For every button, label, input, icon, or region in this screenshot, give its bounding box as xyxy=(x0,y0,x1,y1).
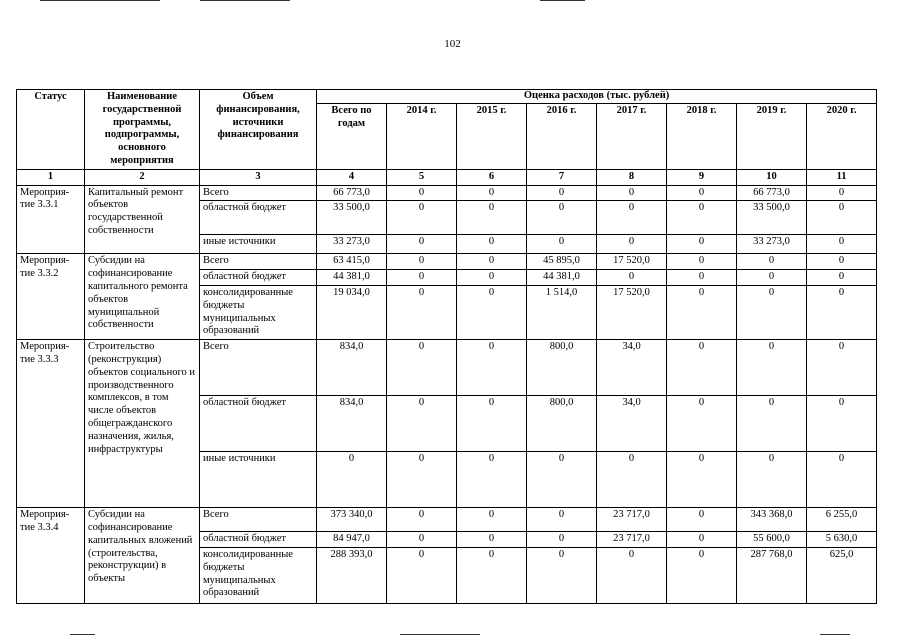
year-value-cell: 0 xyxy=(527,547,597,603)
scan-artifact-bottom-right xyxy=(820,634,850,635)
year-value-cell: 0 xyxy=(527,452,597,508)
funding-source: областной бюджет xyxy=(200,396,317,452)
year-value-cell: 0 xyxy=(387,185,457,201)
year-value-cell: 0 xyxy=(387,254,457,270)
funding-source: консолидированные бюджеты муниципальных образований xyxy=(200,547,317,603)
year-value-cell: 0 xyxy=(667,547,737,603)
year-value-cell: 34,0 xyxy=(597,340,667,396)
year-value-cell: 0 xyxy=(807,285,877,339)
year-value-cell: 0 xyxy=(457,396,527,452)
year-value-cell: 0 xyxy=(737,340,807,396)
total-value-cell: 19 034,0 xyxy=(317,285,387,339)
year-value-cell: 34,0 xyxy=(597,396,667,452)
year-value-cell: 0 xyxy=(387,547,457,603)
column-index: 3 xyxy=(200,169,317,185)
year-value-cell: 0 xyxy=(457,201,527,235)
year-value-cell: 0 xyxy=(457,340,527,396)
column-index: 8 xyxy=(597,169,667,185)
header-year: 2014 г. xyxy=(387,103,457,169)
column-index: 10 xyxy=(737,169,807,185)
year-value-cell: 0 xyxy=(667,185,737,201)
scan-artifact-top-left xyxy=(40,0,160,1)
column-index: 2 xyxy=(85,169,200,185)
header-year: 2017 г. xyxy=(597,103,667,169)
year-value-cell: 0 xyxy=(807,396,877,452)
header-estimate-group: Оценка расходов (тыс. рублей) xyxy=(317,90,877,104)
scan-artifact-top-mid xyxy=(200,0,290,1)
header-status: Статус xyxy=(17,90,85,170)
header-row xyxy=(17,90,877,104)
total-value-cell: 33 273,0 xyxy=(317,235,387,254)
year-value-cell: 0 xyxy=(667,340,737,396)
table-row xyxy=(17,340,877,396)
year-value-cell: 0 xyxy=(457,270,527,286)
table-row xyxy=(17,508,877,532)
scan-artifact-bottom-mid xyxy=(400,634,480,635)
year-value-cell: 0 xyxy=(597,452,667,508)
year-value-cell: 0 xyxy=(387,235,457,254)
header-year: 2018 г. xyxy=(667,103,737,169)
year-value-cell: 0 xyxy=(667,452,737,508)
year-value-cell: 0 xyxy=(457,547,527,603)
year-value-cell: 0 xyxy=(527,201,597,235)
year-value-cell: 0 xyxy=(387,270,457,286)
year-value-cell: 0 xyxy=(807,185,877,201)
year-value-cell: 800,0 xyxy=(527,340,597,396)
measure-name: Капитальный ремонт объектов государственной собственности xyxy=(85,185,200,254)
year-value-cell: 0 xyxy=(387,452,457,508)
column-index: 4 xyxy=(317,169,387,185)
year-value-cell: 0 xyxy=(667,285,737,339)
year-value-cell: 0 xyxy=(527,235,597,254)
year-value-cell: 0 xyxy=(597,201,667,235)
year-value-cell: 0 xyxy=(457,452,527,508)
funding-source: Всего xyxy=(200,508,317,532)
funding-source: Всего xyxy=(200,340,317,396)
year-value-cell: 0 xyxy=(737,452,807,508)
year-value-cell: 0 xyxy=(387,340,457,396)
year-value-cell: 0 xyxy=(807,340,877,396)
year-value-cell: 1 514,0 xyxy=(527,285,597,339)
total-value-cell: 834,0 xyxy=(317,340,387,396)
scan-artifact-top-right xyxy=(540,0,585,1)
year-value-cell: 625,0 xyxy=(807,547,877,603)
funding-source: иные источники xyxy=(200,235,317,254)
year-value-cell: 45 895,0 xyxy=(527,254,597,270)
year-value-cell: 0 xyxy=(387,396,457,452)
column-index-row xyxy=(17,169,877,185)
year-value-cell: 0 xyxy=(457,285,527,339)
total-value-cell: 0 xyxy=(317,452,387,508)
column-index: 11 xyxy=(807,169,877,185)
year-value-cell: 66 773,0 xyxy=(737,185,807,201)
measure-name: Строительство (реконструкция) объектов социального и производственного комплексов, в том числе объектов общегражданского назначения, жилья, инфраструктуры xyxy=(85,340,200,508)
year-value-cell: 0 xyxy=(737,396,807,452)
year-value-cell: 0 xyxy=(457,235,527,254)
year-value-cell: 33 500,0 xyxy=(737,201,807,235)
year-value-cell: 55 600,0 xyxy=(737,532,807,548)
year-value-cell: 0 xyxy=(457,508,527,532)
year-value-cell: 0 xyxy=(737,270,807,286)
funding-source: областной бюджет xyxy=(200,532,317,548)
total-value-cell: 834,0 xyxy=(317,396,387,452)
measure-status: Мероприя-тие 3.3.2 xyxy=(17,254,85,340)
column-index: 7 xyxy=(527,169,597,185)
header-funding: Объем финансирования, источники финансирования xyxy=(200,90,317,170)
year-value-cell: 17 520,0 xyxy=(597,285,667,339)
year-value-cell: 0 xyxy=(457,532,527,548)
header-program-name: Наименование государственной программы, подпрограммы, основного мероприятия xyxy=(85,90,200,170)
total-value-cell: 66 773,0 xyxy=(317,185,387,201)
year-value-cell: 0 xyxy=(597,547,667,603)
measure-status: Мероприя-тие 3.3.1 xyxy=(17,185,85,254)
year-value-cell: 0 xyxy=(597,185,667,201)
funding-source: областной бюджет xyxy=(200,201,317,235)
total-value-cell: 44 381,0 xyxy=(317,270,387,286)
year-value-cell: 44 381,0 xyxy=(527,270,597,286)
year-value-cell: 0 xyxy=(667,201,737,235)
year-value-cell: 800,0 xyxy=(527,396,597,452)
total-value-cell: 288 393,0 xyxy=(317,547,387,603)
year-value-cell: 0 xyxy=(807,235,877,254)
budget-body xyxy=(17,185,877,603)
column-index: 6 xyxy=(457,169,527,185)
year-value-cell: 0 xyxy=(667,270,737,286)
year-value-cell: 0 xyxy=(597,235,667,254)
year-value-cell: 17 520,0 xyxy=(597,254,667,270)
year-value-cell: 0 xyxy=(387,508,457,532)
total-value-cell: 33 500,0 xyxy=(317,201,387,235)
total-value-cell: 84 947,0 xyxy=(317,532,387,548)
year-value-cell: 0 xyxy=(807,452,877,508)
budget-table xyxy=(16,89,877,604)
header-year: 2015 г. xyxy=(457,103,527,169)
year-value-cell: 6 255,0 xyxy=(807,508,877,532)
year-value-cell: 33 273,0 xyxy=(737,235,807,254)
year-value-cell: 0 xyxy=(807,270,877,286)
year-value-cell: 0 xyxy=(667,396,737,452)
year-value-cell: 0 xyxy=(667,532,737,548)
year-value-cell: 0 xyxy=(387,532,457,548)
header-year: 2016 г. xyxy=(527,103,597,169)
table-row xyxy=(17,185,877,201)
year-value-cell: 287 768,0 xyxy=(737,547,807,603)
funding-source: консолидированные бюджеты муниципальных образований xyxy=(200,285,317,339)
funding-source: иные источники xyxy=(200,452,317,508)
year-value-cell: 0 xyxy=(667,235,737,254)
year-value-cell: 0 xyxy=(457,185,527,201)
column-index: 1 xyxy=(17,169,85,185)
year-value-cell: 0 xyxy=(387,285,457,339)
page-number: 102 xyxy=(444,38,461,50)
year-value-cell: 0 xyxy=(737,254,807,270)
measure-status: Мероприя-тие 3.3.4 xyxy=(17,508,85,604)
year-value-cell: 23 717,0 xyxy=(597,508,667,532)
year-value-cell: 0 xyxy=(667,254,737,270)
year-value-cell: 0 xyxy=(527,508,597,532)
year-value-cell: 0 xyxy=(527,185,597,201)
year-value-cell: 0 xyxy=(807,254,877,270)
year-value-cell: 5 630,0 xyxy=(807,532,877,548)
year-value-cell: 0 xyxy=(387,201,457,235)
measure-status: Мероприя-тие 3.3.3 xyxy=(17,340,85,508)
year-value-cell: 0 xyxy=(807,201,877,235)
year-value-cell: 343 368,0 xyxy=(737,508,807,532)
scan-artifact-bottom-left xyxy=(70,634,95,635)
column-index: 5 xyxy=(387,169,457,185)
year-value-cell: 23 717,0 xyxy=(597,532,667,548)
year-value-cell: 0 xyxy=(597,270,667,286)
funding-source: Всего xyxy=(200,254,317,270)
year-value-cell: 0 xyxy=(457,254,527,270)
header-total: Всего по годам xyxy=(317,103,387,169)
measure-name: Субсидии на софинансирование капитальных вложений (строительства, реконструкции) в объекты xyxy=(85,508,200,604)
header-year: 2020 г. xyxy=(807,103,877,169)
measure-name: Субсидии на софинансирование капитального ремонта объектов муниципальной собственности xyxy=(85,254,200,340)
year-value-cell: 0 xyxy=(527,532,597,548)
total-value-cell: 63 415,0 xyxy=(317,254,387,270)
total-value-cell: 373 340,0 xyxy=(317,508,387,532)
header-year: 2019 г. xyxy=(737,103,807,169)
funding-source: Всего xyxy=(200,185,317,201)
column-index: 9 xyxy=(667,169,737,185)
year-value-cell: 0 xyxy=(667,508,737,532)
funding-source: областной бюджет xyxy=(200,270,317,286)
year-value-cell: 0 xyxy=(737,285,807,339)
table-row xyxy=(17,254,877,270)
